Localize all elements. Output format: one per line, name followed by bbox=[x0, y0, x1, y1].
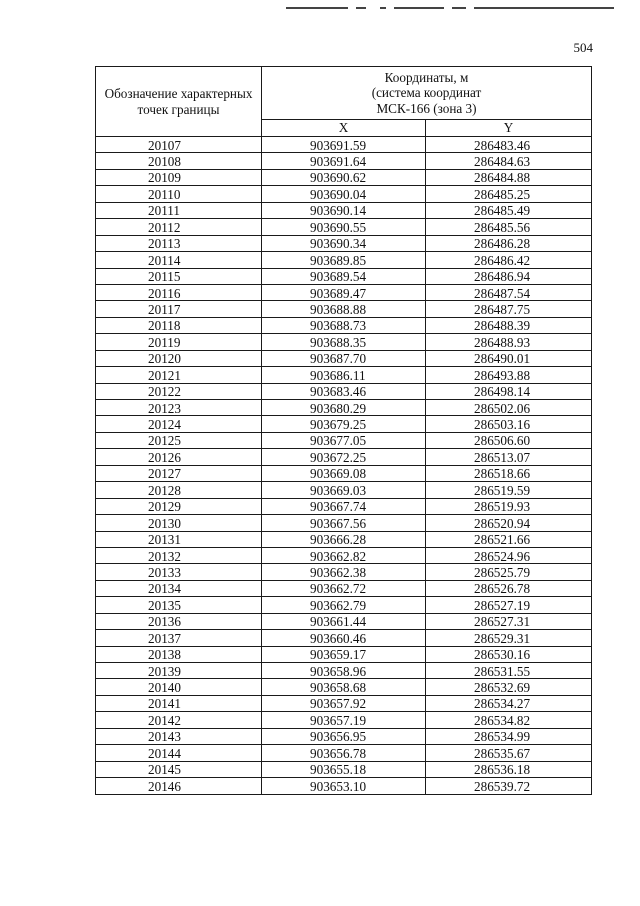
y-coordinate-cell: 286486.28 bbox=[426, 235, 592, 251]
table-row bbox=[96, 400, 592, 416]
y-coordinate-cell: 286485.25 bbox=[426, 186, 592, 202]
y-coordinate-cell: 286488.93 bbox=[426, 334, 592, 350]
y-coordinate-cell: 286488.39 bbox=[426, 317, 592, 333]
point-id-cell: 20139 bbox=[96, 663, 262, 679]
point-id-cell: 20129 bbox=[96, 498, 262, 514]
x-coordinate-cell: 903680.29 bbox=[262, 400, 426, 416]
x-coordinate-cell: 903690.14 bbox=[262, 202, 426, 218]
x-coordinate-cell: 903688.73 bbox=[262, 317, 426, 333]
y-coordinate-cell: 286520.94 bbox=[426, 515, 592, 531]
point-id-cell: 20107 bbox=[96, 137, 262, 153]
y-coordinate-cell: 286513.07 bbox=[426, 449, 592, 465]
point-id-cell: 20116 bbox=[96, 284, 262, 300]
x-coordinate-cell: 903688.35 bbox=[262, 334, 426, 350]
y-coordinate-cell: 286525.79 bbox=[426, 564, 592, 580]
point-id-cell: 20123 bbox=[96, 400, 262, 416]
point-id-cell: 20134 bbox=[96, 580, 262, 596]
table-row bbox=[96, 613, 592, 629]
x-coordinate-cell: 903688.88 bbox=[262, 301, 426, 317]
table-row bbox=[96, 449, 592, 465]
table-row bbox=[96, 350, 592, 366]
y-coordinate-cell: 286535.67 bbox=[426, 745, 592, 761]
y-coordinate-cell: 286484.63 bbox=[426, 153, 592, 169]
point-id-cell: 20136 bbox=[96, 613, 262, 629]
table-row bbox=[96, 367, 592, 383]
point-id-cell: 20124 bbox=[96, 416, 262, 432]
y-coordinate-cell: 286527.19 bbox=[426, 597, 592, 613]
y-coordinate-cell: 286498.14 bbox=[426, 383, 592, 399]
x-column-header: X bbox=[262, 120, 426, 137]
x-coordinate-cell: 903657.92 bbox=[262, 695, 426, 711]
point-id-cell: 20117 bbox=[96, 301, 262, 317]
point-id-cell: 20127 bbox=[96, 465, 262, 481]
y-coordinate-cell: 286532.69 bbox=[426, 679, 592, 695]
table-row bbox=[96, 465, 592, 481]
y-coordinate-cell: 286483.46 bbox=[426, 137, 592, 153]
y-coordinate-cell: 286524.96 bbox=[426, 547, 592, 563]
y-coordinate-cell: 286506.60 bbox=[426, 432, 592, 448]
x-coordinate-cell: 903658.96 bbox=[262, 663, 426, 679]
x-coordinate-cell: 903662.38 bbox=[262, 564, 426, 580]
point-id-cell: 20122 bbox=[96, 383, 262, 399]
y-coordinate-cell: 286530.16 bbox=[426, 646, 592, 662]
point-id-cell: 20113 bbox=[96, 235, 262, 251]
x-coordinate-cell: 903687.70 bbox=[262, 350, 426, 366]
table-row bbox=[96, 498, 592, 514]
y-coordinate-cell: 286503.16 bbox=[426, 416, 592, 432]
table-row bbox=[96, 580, 592, 596]
point-id-cell: 20110 bbox=[96, 186, 262, 202]
y-coordinate-cell: 286486.94 bbox=[426, 268, 592, 284]
point-designation-header-label: Обозначение характерных точек границы bbox=[104, 85, 253, 117]
boundary-points-table bbox=[95, 66, 592, 795]
point-id-cell: 20144 bbox=[96, 745, 262, 761]
x-coordinate-cell: 903686.11 bbox=[262, 367, 426, 383]
table-row bbox=[96, 728, 592, 744]
y-coordinate-cell: 286534.99 bbox=[426, 728, 592, 744]
x-coordinate-cell: 903691.59 bbox=[262, 137, 426, 153]
x-coordinate-cell: 903655.18 bbox=[262, 761, 426, 777]
table-row bbox=[96, 137, 592, 153]
table-row bbox=[96, 761, 592, 777]
table-row bbox=[96, 547, 592, 563]
x-coordinate-cell: 903656.78 bbox=[262, 745, 426, 761]
x-coordinate-cell: 903656.95 bbox=[262, 728, 426, 744]
y-coordinate-cell: 286490.01 bbox=[426, 350, 592, 366]
point-id-cell: 20146 bbox=[96, 778, 262, 794]
x-coordinate-cell: 903689.54 bbox=[262, 268, 426, 284]
point-id-cell: 20121 bbox=[96, 367, 262, 383]
y-coordinate-cell: 286485.49 bbox=[426, 202, 592, 218]
x-coordinate-cell: 903660.46 bbox=[262, 630, 426, 646]
table-row bbox=[96, 301, 592, 317]
table-row bbox=[96, 515, 592, 531]
point-id-cell: 20128 bbox=[96, 482, 262, 498]
point-id-cell: 20132 bbox=[96, 547, 262, 563]
x-coordinate-cell: 903677.05 bbox=[262, 432, 426, 448]
x-coordinate-cell: 903683.46 bbox=[262, 383, 426, 399]
point-id-cell: 20119 bbox=[96, 334, 262, 350]
table-row bbox=[96, 153, 592, 169]
table-row bbox=[96, 252, 592, 268]
table-row bbox=[96, 597, 592, 613]
y-coordinate-cell: 286493.88 bbox=[426, 367, 592, 383]
point-id-cell: 20131 bbox=[96, 531, 262, 547]
table-row bbox=[96, 186, 592, 202]
y-coordinate-cell: 286519.59 bbox=[426, 482, 592, 498]
x-coordinate-cell: 903669.08 bbox=[262, 465, 426, 481]
table-row bbox=[96, 317, 592, 333]
x-coordinate-cell: 903659.17 bbox=[262, 646, 426, 662]
table-body bbox=[96, 137, 592, 795]
table-row bbox=[96, 663, 592, 679]
scan-edge-marks bbox=[0, 7, 640, 10]
table-row bbox=[96, 630, 592, 646]
x-coordinate-cell: 903657.19 bbox=[262, 712, 426, 728]
x-coordinate-cell: 903689.47 bbox=[262, 284, 426, 300]
point-id-cell: 20141 bbox=[96, 695, 262, 711]
y-coordinate-cell: 286531.55 bbox=[426, 663, 592, 679]
point-id-cell: 20115 bbox=[96, 268, 262, 284]
point-designation-header bbox=[96, 67, 262, 137]
table-row bbox=[96, 202, 592, 218]
table-row bbox=[96, 416, 592, 432]
point-id-cell: 20145 bbox=[96, 761, 262, 777]
point-id-cell: 20126 bbox=[96, 449, 262, 465]
x-coordinate-cell: 903658.68 bbox=[262, 679, 426, 695]
point-id-cell: 20137 bbox=[96, 630, 262, 646]
point-id-cell: 20143 bbox=[96, 728, 262, 744]
table-row bbox=[96, 284, 592, 300]
table-row bbox=[96, 268, 592, 284]
x-coordinate-cell: 903667.56 bbox=[262, 515, 426, 531]
x-coordinate-cell: 903661.44 bbox=[262, 613, 426, 629]
y-coordinate-cell: 286485.56 bbox=[426, 219, 592, 235]
y-coordinate-cell: 286486.42 bbox=[426, 252, 592, 268]
table-row bbox=[96, 169, 592, 185]
x-coordinate-cell: 903690.62 bbox=[262, 169, 426, 185]
x-coordinate-cell: 903669.03 bbox=[262, 482, 426, 498]
point-id-cell: 20133 bbox=[96, 564, 262, 580]
point-id-cell: 20108 bbox=[96, 153, 262, 169]
x-coordinate-cell: 903691.64 bbox=[262, 153, 426, 169]
x-coordinate-cell: 903666.28 bbox=[262, 531, 426, 547]
y-coordinate-cell: 286527.31 bbox=[426, 613, 592, 629]
y-coordinate-cell: 286536.18 bbox=[426, 761, 592, 777]
x-coordinate-cell: 903690.55 bbox=[262, 219, 426, 235]
y-coordinate-cell: 286487.54 bbox=[426, 284, 592, 300]
table-row bbox=[96, 334, 592, 350]
table-row bbox=[96, 778, 592, 794]
point-id-cell: 20125 bbox=[96, 432, 262, 448]
x-coordinate-cell: 903690.04 bbox=[262, 186, 426, 202]
x-coordinate-cell: 903653.10 bbox=[262, 778, 426, 794]
y-coordinate-cell: 286529.31 bbox=[426, 630, 592, 646]
x-coordinate-cell: 903689.85 bbox=[262, 252, 426, 268]
table-row bbox=[96, 564, 592, 580]
point-id-cell: 20109 bbox=[96, 169, 262, 185]
table-row bbox=[96, 482, 592, 498]
point-id-cell: 20140 bbox=[96, 679, 262, 695]
y-coordinate-cell: 286518.66 bbox=[426, 465, 592, 481]
coordinates-header-line3: МСК-166 (зона 3) bbox=[376, 100, 477, 116]
y-column-header: Y bbox=[426, 120, 592, 137]
point-id-cell: 20114 bbox=[96, 252, 262, 268]
table-row bbox=[96, 235, 592, 251]
x-coordinate-cell: 903662.72 bbox=[262, 580, 426, 596]
y-coordinate-cell: 286502.06 bbox=[426, 400, 592, 416]
point-id-cell: 20138 bbox=[96, 646, 262, 662]
point-id-cell: 20111 bbox=[96, 202, 262, 218]
y-coordinate-cell: 286487.75 bbox=[426, 301, 592, 317]
x-coordinate-cell: 903662.79 bbox=[262, 597, 426, 613]
point-id-cell: 20118 bbox=[96, 317, 262, 333]
coordinates-header-line2: (система координат bbox=[371, 85, 482, 101]
point-id-cell: 20142 bbox=[96, 712, 262, 728]
table-row bbox=[96, 712, 592, 728]
y-coordinate-cell: 286521.66 bbox=[426, 531, 592, 547]
x-coordinate-cell: 903672.25 bbox=[262, 449, 426, 465]
table-row bbox=[96, 679, 592, 695]
y-coordinate-cell: 286519.93 bbox=[426, 498, 592, 514]
coordinates-header-line1: Координаты, м bbox=[384, 70, 469, 86]
table-row bbox=[96, 432, 592, 448]
point-id-cell: 20130 bbox=[96, 515, 262, 531]
y-coordinate-cell: 286484.88 bbox=[426, 169, 592, 185]
table-row bbox=[96, 646, 592, 662]
point-id-cell: 20120 bbox=[96, 350, 262, 366]
page-number: 504 bbox=[573, 40, 593, 55]
table-row bbox=[96, 383, 592, 399]
coordinates-header bbox=[262, 67, 592, 120]
table-row bbox=[96, 745, 592, 761]
x-coordinate-cell: 903662.82 bbox=[262, 547, 426, 563]
y-coordinate-cell: 286526.78 bbox=[426, 580, 592, 596]
x-coordinate-cell: 903679.25 bbox=[262, 416, 426, 432]
table-row bbox=[96, 531, 592, 547]
x-coordinate-cell: 903667.74 bbox=[262, 498, 426, 514]
y-coordinate-cell: 286534.82 bbox=[426, 712, 592, 728]
table-row bbox=[96, 219, 592, 235]
y-coordinate-cell: 286539.72 bbox=[426, 778, 592, 794]
point-id-cell: 20112 bbox=[96, 219, 262, 235]
point-id-cell: 20135 bbox=[96, 597, 262, 613]
x-coordinate-cell: 903690.34 bbox=[262, 235, 426, 251]
y-coordinate-cell: 286534.27 bbox=[426, 695, 592, 711]
table-row bbox=[96, 695, 592, 711]
